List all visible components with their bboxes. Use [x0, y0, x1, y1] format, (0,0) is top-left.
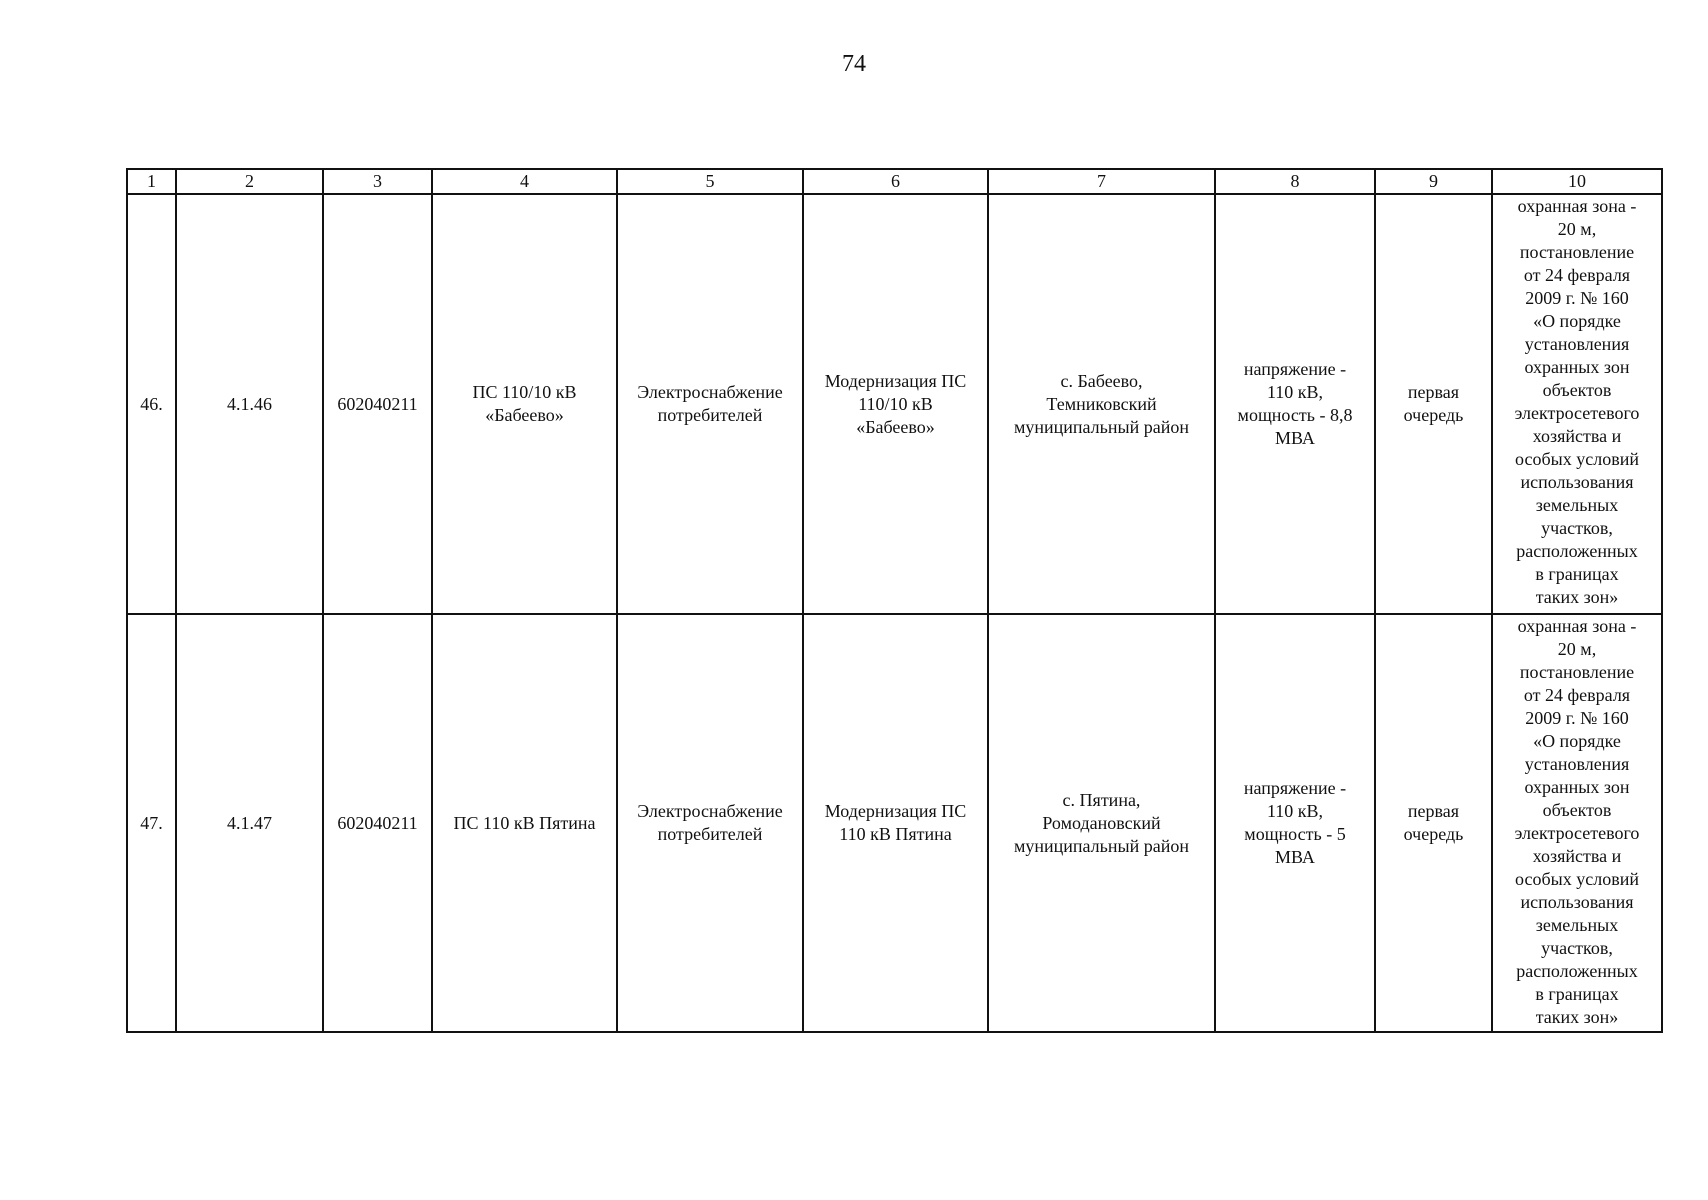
page-number: 74 [842, 51, 866, 77]
header-cell-4: 4 [432, 169, 617, 194]
table-row [127, 614, 1662, 1032]
stage-cell [1375, 194, 1492, 614]
code-cell [176, 614, 323, 1032]
object-purpose: Электроснабжение потребителей [637, 801, 783, 844]
object-id: 602040211 [337, 812, 418, 833]
object-cell [432, 614, 617, 1032]
object-action: Модернизация ПС 110/10 кВ «Бабеево» [824, 370, 967, 437]
row-number: 46. [140, 393, 163, 414]
object-code: 4.1.46 [227, 393, 272, 414]
objects-table [126, 168, 1663, 1033]
header-cell-10: 10 [1492, 169, 1662, 194]
code-cell [176, 194, 323, 614]
location-cell [988, 194, 1215, 614]
object-name: ПС 110/10 кВ «Бабеево» [472, 382, 577, 425]
object-zone: охранная зона - 20 м, постановление от 24 февраля 2009 г. № 160 «О порядке установления охранных зон объектов электросетевого хозяйства и особых условий использования земельных участков, расположенных в границах таких зон» [1514, 196, 1640, 607]
row-number-cell [127, 194, 176, 614]
object-cell [432, 194, 617, 614]
object-location: с. Бабеево, Темниковский муниципальный район [1013, 370, 1189, 437]
action-cell [803, 194, 988, 614]
zone-cell [1492, 194, 1662, 614]
object-location: с. Пятина, Ромодановский муниципальный район [1013, 789, 1189, 856]
purpose-cell [617, 614, 803, 1032]
characteristics-cell [1215, 614, 1375, 1032]
row-number: 47. [140, 812, 163, 833]
object-stage: первая очередь [1403, 382, 1464, 425]
id-cell [323, 614, 432, 1032]
header-cell-8: 8 [1215, 169, 1375, 194]
object-zone: охранная зона - 20 м, постановление от 24 февраля 2009 г. № 160 «О порядке установления охранных зон объектов электросетевого хозяйства и особых условий использования земельных участков, расположенных в границах таких зон» [1514, 616, 1640, 1027]
action-cell [803, 614, 988, 1032]
id-cell [323, 194, 432, 614]
header-cell-2: 2 [176, 169, 323, 194]
location-cell [988, 614, 1215, 1032]
purpose-cell [617, 194, 803, 614]
object-stage: первая очередь [1403, 801, 1464, 844]
object-characteristics: напряжение - 110 кВ, мощность - 5 МВА [1243, 778, 1347, 867]
header-cell-9: 9 [1375, 169, 1492, 194]
object-purpose: Электроснабжение потребителей [637, 382, 783, 425]
header-cell-7: 7 [988, 169, 1215, 194]
table-row [127, 194, 1662, 614]
header-cell-5: 5 [617, 169, 803, 194]
header-row [127, 169, 1662, 194]
object-name: ПС 110 кВ Пятина [453, 812, 596, 833]
header-cell-3: 3 [323, 169, 432, 194]
object-action: Модернизация ПС 110 кВ Пятина [824, 801, 967, 844]
header-cell-6: 6 [803, 169, 988, 194]
object-id: 602040211 [337, 393, 418, 414]
object-characteristics: напряжение - 110 кВ, мощность - 8,8 МВА [1237, 359, 1353, 448]
header-cell-1: 1 [127, 169, 176, 194]
object-code: 4.1.47 [227, 812, 272, 833]
row-number-cell [127, 614, 176, 1032]
characteristics-cell [1215, 194, 1375, 614]
zone-cell [1492, 614, 1662, 1032]
stage-cell [1375, 614, 1492, 1032]
